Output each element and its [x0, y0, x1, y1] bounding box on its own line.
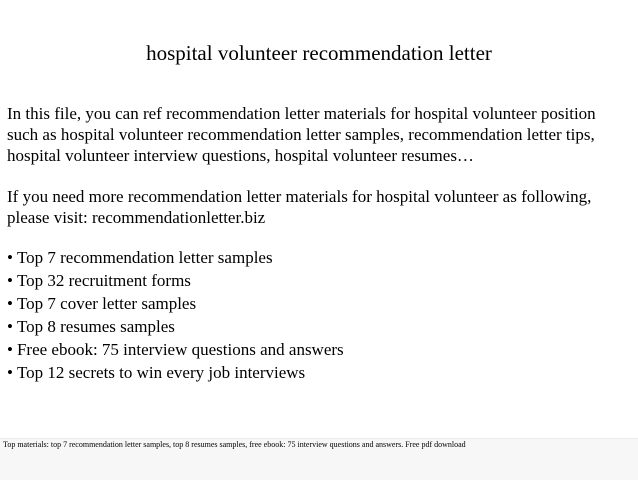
list-item-text: Free ebook: 75 interview questions and answers	[16, 340, 344, 359]
bullet-icon: •	[7, 363, 13, 382]
list-item-text: Top 7 cover letter samples	[16, 294, 197, 313]
list-item	[7, 246, 635, 269]
intro-paragraph	[7, 103, 635, 166]
visit-line-1: If you need more recommendation letter materials for hospital volunteer as following,	[7, 187, 592, 206]
materials-list	[7, 246, 635, 384]
intro-line-1: In this file, you can ref recommendation letter materials for hospital volunteer position	[7, 104, 596, 123]
bullet-icon: •	[7, 248, 13, 267]
visit-paragraph	[7, 186, 635, 228]
visit-line-2: please visit: recommendationletter.biz	[7, 208, 266, 227]
list-item	[7, 361, 635, 384]
list-item-text: Top 32 recruitment forms	[16, 271, 191, 290]
page-title: hospital volunteer recommendation letter	[146, 41, 492, 65]
intro-line-2: such as hospital volunteer recommendation letter samples, recommendation letter tips,	[7, 125, 595, 144]
intro-line-3: hospital volunteer interview questions, hospital volunteer resumes…	[7, 146, 474, 165]
bullet-icon: •	[7, 317, 13, 336]
bullet-icon: •	[7, 271, 13, 290]
list-item-text: Top 12 secrets to win every job interviews	[16, 363, 306, 382]
footer-text: Top materials: top 7 recommendation letter samples, top 8 resumes samples, free ebook: 75 interview questions and answers. Free pdf download	[3, 440, 466, 449]
list-item	[7, 269, 635, 292]
bullet-icon: •	[7, 294, 13, 313]
list-item	[7, 338, 635, 361]
list-item	[7, 292, 635, 315]
list-item-text: Top 8 resumes samples	[16, 317, 175, 336]
list-item-text: Top 7 recommendation letter samples	[16, 248, 273, 267]
list-item	[7, 315, 635, 338]
bullet-icon: •	[7, 340, 13, 359]
